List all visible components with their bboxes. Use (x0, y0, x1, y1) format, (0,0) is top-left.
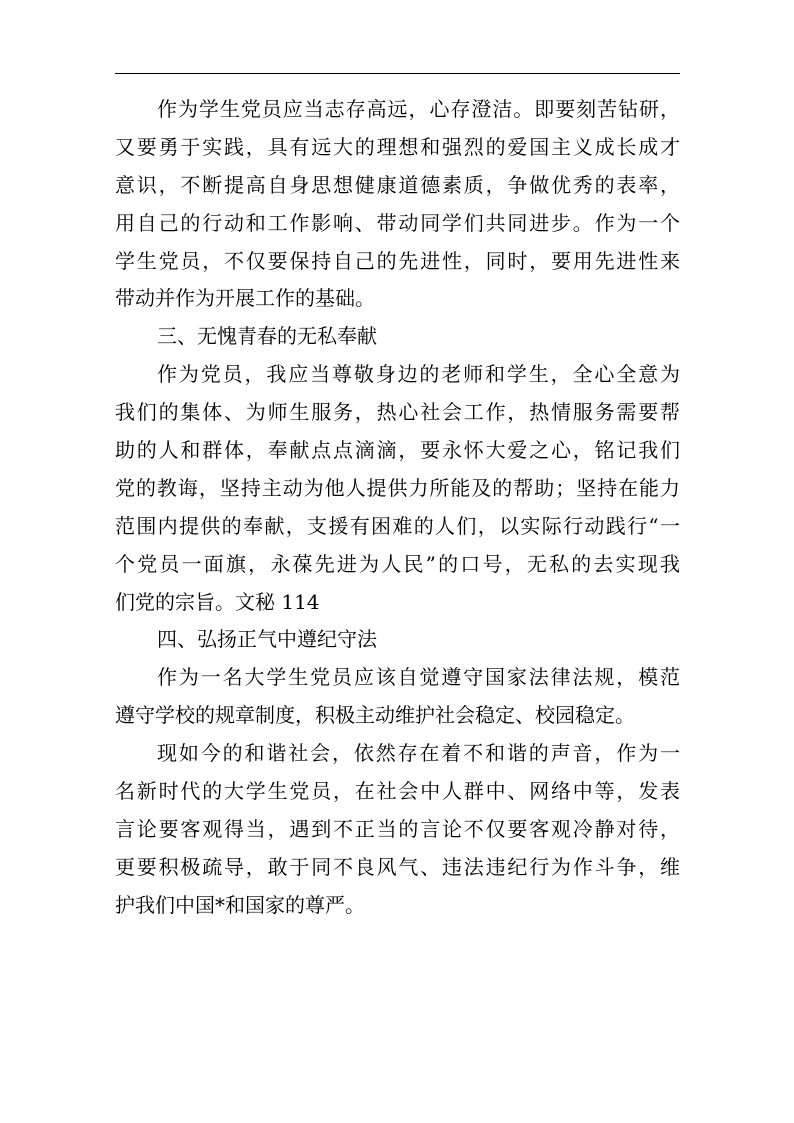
paragraph-3-line: 遵守学校的规章制度，积极主动维护社会稳定、校园稳定。 (115, 703, 635, 728)
paragraph-2-line: 我们的集体、为师生服务，热心社会工作，热情服务需要帮 (115, 400, 680, 425)
paragraph-2-line: 作为党员，我应当尊敬身边的老师和学生，全心全意为 (157, 362, 680, 387)
paragraph-2-line: 个党员一面旗，永葆先进为人民”的口号，无私的去实现我 (115, 551, 680, 576)
paragraph-4-line: 言论要客观得当，遇到不正当的言论不仅要客观冷静对待， (115, 816, 680, 841)
header-rule (115, 73, 680, 74)
paragraph-3-line: 作为一名大学生党员应该自觉遵守国家法律法规，模范 (157, 665, 680, 690)
paragraph-2-line: 范围内提供的奉献，支援有困难的人们，以实际行动践行“一 (115, 513, 680, 538)
section-heading-3: 三、无愧青春的无私奉献 (157, 324, 377, 349)
paragraph-2-line: 党的教诲，坚持主动为他人提供力所能及的帮助；坚持在能力 (115, 475, 680, 500)
paragraph-1-line: 学生党员，不仅要保持自己的先进性，同时，要用先进性来 (115, 248, 680, 273)
document-body (115, 91, 680, 925)
section-heading-4: 四、弘扬正气中遵纪守法 (157, 627, 377, 652)
paragraph-1-line: 用自己的行动和工作影响、带动同学们共同进步。作为一个 (115, 210, 680, 235)
paragraph-1-line: 作为学生党员应当志存高远，心存澄洁。即要刻苦钻研， (157, 97, 680, 121)
paragraph-4-line: 更要积极疏导，敢于同不良风气、违法违纪行为作斗争，维 (115, 854, 680, 879)
paragraph-1-line: 意识，不断提高自身思想健康道德素质，争做优秀的表率， (115, 172, 680, 197)
paragraph-1-line: 带动并作为开展工作的基础。 (115, 286, 375, 311)
paragraph-4-line: 现如今的和谐社会，依然存在着不和谐的声音，作为一 (157, 741, 680, 766)
paragraph-4-line: 护我们中国*和国家的尊严。 (115, 892, 365, 917)
paragraph-4-line: 名新时代的大学生党员，在社会中人群中、网络中等，发表 (115, 779, 680, 804)
paragraph-2-line: 助的人和群体，奉献点点滴滴，要永怀大爱之心，铭记我们 (115, 438, 680, 463)
paragraph-1-line: 又要勇于实践，具有远大的理想和强烈的爱国主义成长成才 (115, 134, 680, 159)
paragraph-2-line: 们党的宗旨。文秘 114 (115, 589, 320, 614)
